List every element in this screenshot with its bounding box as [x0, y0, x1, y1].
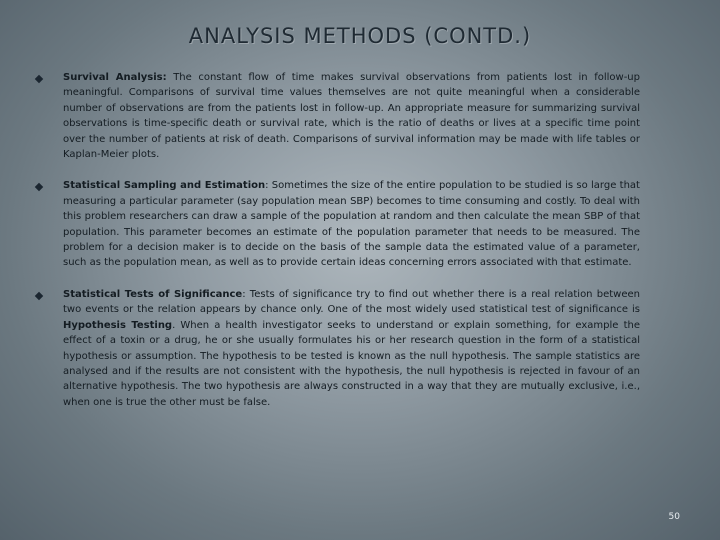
bullet-diamond-icon	[35, 292, 43, 300]
bullet-term: Statistical Sampling and Estimation	[63, 180, 266, 192]
bullet-body: : Tests of significance try to find out whether there is a real relation between two events or the relation appears by chance only. One of the most widely used statistical test of significance is	[63, 288, 640, 316]
bullet-survival-analysis	[36, 70, 640, 162]
bullet-term-hypothesis-testing: Hypothesis Testing	[63, 319, 173, 331]
bullet-term: Survival Analysis:	[63, 72, 167, 83]
bullet-statistical-tests	[36, 287, 640, 410]
bullet-text	[63, 178, 640, 270]
bullet-list	[36, 70, 640, 426]
bullet-diamond-icon	[35, 75, 43, 83]
bullet-body: . When a health investigator seeks to understand or explain something, for example the effect of a toxin or a drug, he or she usually formulates his or her research question in the form of a statistical hypothesis or assumption. The hypothesis to be tested is known as the null hypothesis. The sample statistics are analysed and if the results are not consistent with the hypothesis, the null hypothesis is rejected in favour of an alternative hypothesis. The two hypothesis are always constructed in a way that they are mutually exclusive, i.e., when one is true the other must be false.	[63, 319, 640, 408]
bullet-text	[63, 287, 640, 410]
bullet-body: : Sometimes the size of the entire population to be studied is so large that measuring a particular parameter (say population mean SBP) becomes to time consuming and costly. To deal with this problem researchers can draw a sample of the population at random and then calculate the mean SBP of that population. This parameter becomes an estimate of the population parameter that needs to be measured. The problem for a decision maker is to decide on the basis of the sample data the estimated value of a parameter, such as the population mean, as well as to provide certain ideas concerning errors associated with that estimate.	[63, 180, 640, 269]
bullet-statistical-sampling	[36, 178, 640, 270]
slide-title: ANALYSIS METHODS (CONTD.)	[188, 24, 532, 48]
page-number: 50	[668, 512, 680, 522]
bullet-diamond-icon	[35, 183, 43, 191]
bullet-body: The constant flow of time makes survival observations from patients lost in follow-up meaningful. Comparisons of survival time values themselves are not quite meaningful when a considerable number of observations are from the patients lost in follow-up. An appropriate measure for summarizing survival observations is time-specific death or survival rate, which is the ratio of deaths or lives at a specific time point over the number of patients at risk of death. Comparisons of survival information may be made with life tables or Kaplan-Meier plots.	[63, 72, 640, 161]
bullet-term: Statistical Tests of Significance	[63, 288, 243, 300]
bullet-text	[63, 70, 640, 162]
